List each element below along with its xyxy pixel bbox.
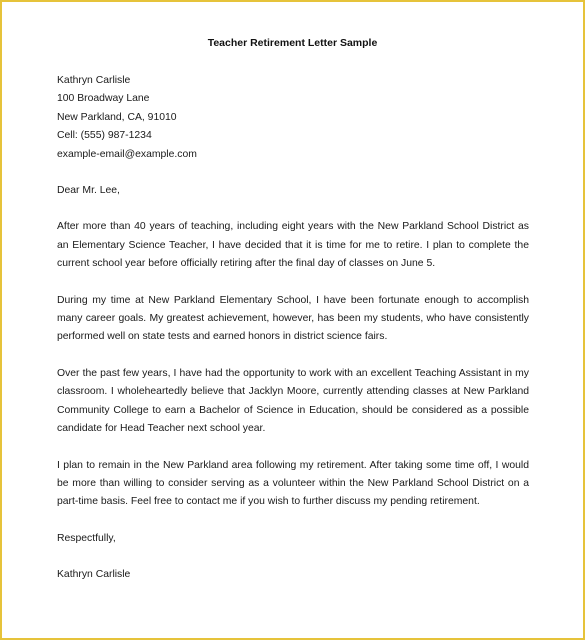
paragraph-4: I plan to remain in the New Parkland area following my retirement. After taking some time off, I would be more than willing to consider serving as a volunteer within the New Parkland School District on a part-time basis. Feel free to contact me if you wish to further discuss my pending retirement. bbox=[57, 459, 529, 508]
sender-street: 100 Broadway Lane bbox=[57, 93, 150, 105]
sender-address bbox=[57, 72, 529, 164]
sender-city: New Parkland, CA, 91010 bbox=[57, 111, 177, 123]
document-title: Teacher Retirement Letter Sample bbox=[207, 37, 378, 49]
paragraph-1: After more than 40 years of teaching, including eight years with the New Parkland School District as an Elementary Science Teacher, I have decided that it is time for me to retire. I plan to complete the current school year before officially retiring after the final day of classes on June 5. bbox=[57, 221, 529, 270]
salutation: Dear Mr. Lee, bbox=[57, 185, 120, 197]
paragraph-3: Over the past few years, I have had the opportunity to work with an excellent Teaching Assistant in my classroom. I wholeheartedly believe that Jacklyn Moore, currently attending classes at New Parkland Community College to earn a Bachelor of Science in Education, should be considered as a possible candidate for Head Teacher next school year. bbox=[57, 367, 529, 435]
sender-email: example-email@example.com bbox=[57, 148, 197, 160]
sender-name: Kathryn Carlisle bbox=[57, 75, 131, 86]
closing: Respectfully, bbox=[57, 532, 116, 544]
sender-cell: Cell: (555) 987-1234 bbox=[57, 130, 152, 142]
letter-body bbox=[57, 72, 529, 585]
paragraph-2: During my time at New Parkland Elementary School, I have been fortunate enough to accomplish many career goals. My greatest achievement, however, has been my students, who have consistently performed well on state tests and earned honors in district science fairs. bbox=[57, 294, 529, 343]
signature-name: Kathryn Carlisle bbox=[57, 569, 131, 581]
